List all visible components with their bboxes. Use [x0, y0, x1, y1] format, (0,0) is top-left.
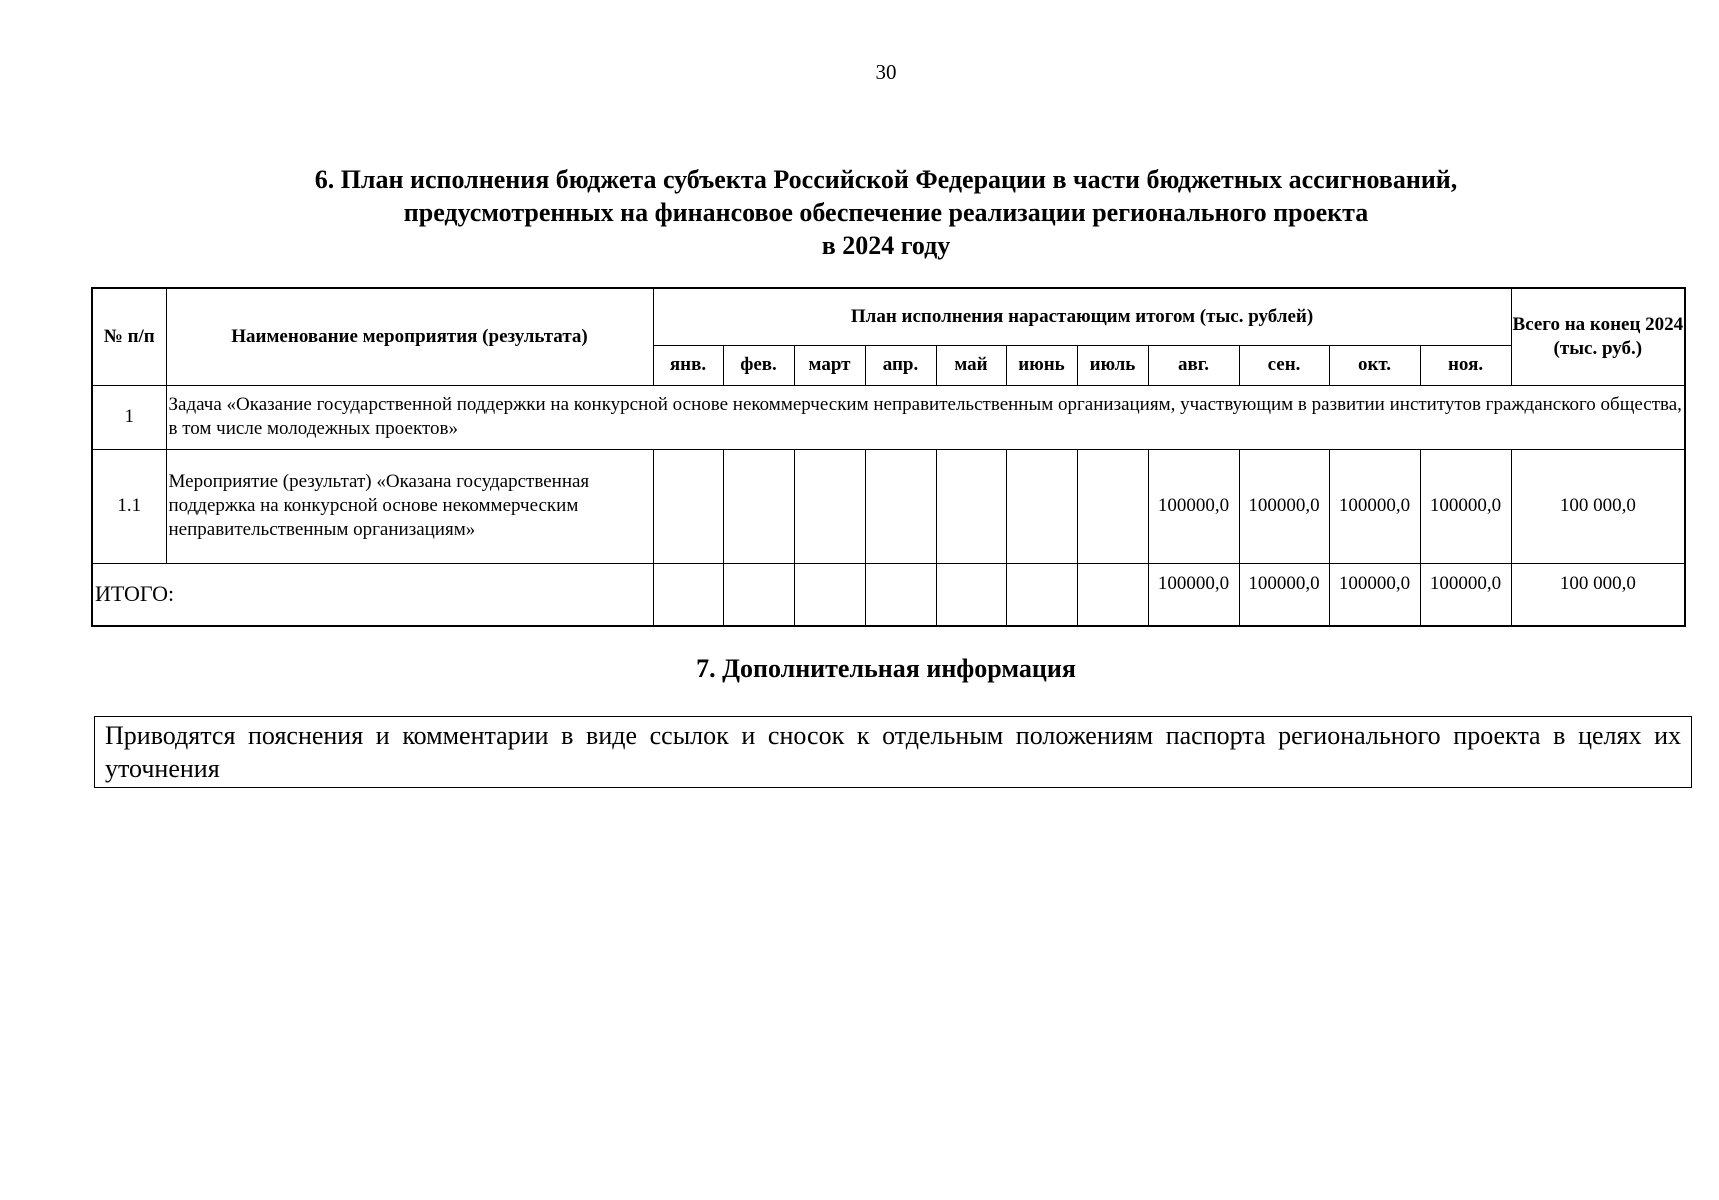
page-number: 30	[875, 60, 897, 84]
header-month: апр.	[865, 345, 936, 385]
header-month: янв.	[653, 345, 723, 385]
row-month-value	[653, 449, 723, 563]
itogo-month-value	[1006, 563, 1077, 626]
row-month-value	[1006, 449, 1077, 563]
header-plan: План исполнения нарастающим итогом (тыс. рублей)	[653, 288, 1511, 345]
itogo-month-value: 100000,0	[1239, 563, 1329, 626]
row-month-value: 100000,0	[1420, 449, 1511, 563]
itogo-month-value	[723, 563, 794, 626]
section-6-title-line: предусмотренных на финансовое обеспечение реализации регионального проекта	[403, 198, 1369, 227]
task-num: 1	[92, 385, 166, 449]
itogo-month-value: 100000,0	[1420, 563, 1511, 626]
row-num: 1.1	[92, 449, 166, 563]
itogo-month-value	[865, 563, 936, 626]
row-total: 100 000,0	[1511, 449, 1685, 563]
section-6-title-line: 6. План исполнения бюджета субъекта Российской Федерации в части бюджетных ассигнований,	[314, 165, 1458, 194]
additional-info-box: Приводятся пояснения и комментарии в виде ссылок и сносок к отдельным положениям паспорта регионального проекта в целях их уточнения	[94, 716, 1692, 788]
header-name: Наименование мероприятия (результата)	[166, 288, 653, 385]
itogo-month-value	[936, 563, 1006, 626]
itogo-month-value	[653, 563, 723, 626]
itogo-month-value	[1077, 563, 1148, 626]
row-month-value	[936, 449, 1006, 563]
itogo-row	[92, 563, 1685, 626]
row-month-value	[723, 449, 794, 563]
header-num: № п/п	[92, 288, 166, 385]
table-row	[92, 449, 1685, 563]
row-name: Мероприятие (результат) «Оказана государственная поддержка на конкурсной основе некоммерческим неправительственным организациям»	[166, 449, 653, 563]
task-text: Задача «Оказание государственной поддержки на конкурсной основе некоммерческим неправительственным организациям, участвующим в развитии институтов гражданского общества, в том числе молодежных проектов»	[166, 385, 1685, 449]
row-month-value	[1077, 449, 1148, 563]
row-month-value	[865, 449, 936, 563]
header-month: июнь	[1006, 345, 1077, 385]
section-6-title	[0, 163, 1719, 262]
row-month-value	[794, 449, 865, 563]
header-month: май	[936, 345, 1006, 385]
header-month: ноя.	[1420, 345, 1511, 385]
budget-table	[91, 287, 1686, 627]
header-month: окт.	[1329, 345, 1420, 385]
header-month: июль	[1077, 345, 1148, 385]
section-7-title: 7. Дополнительная информация	[696, 654, 1076, 683]
itogo-month-value: 100000,0	[1329, 563, 1420, 626]
row-month-value: 100000,0	[1329, 449, 1420, 563]
header-month: фев.	[723, 345, 794, 385]
row-month-value: 100000,0	[1148, 449, 1239, 563]
itogo-month-value: 100000,0	[1148, 563, 1239, 626]
header-total: Всего на конец 2024 (тыс. руб.)	[1511, 288, 1685, 385]
header-month: сен.	[1239, 345, 1329, 385]
itogo-month-value	[794, 563, 865, 626]
row-month-value: 100000,0	[1239, 449, 1329, 563]
task-row	[92, 385, 1685, 449]
header-month: авг.	[1148, 345, 1239, 385]
itogo-label: ИТОГО:	[92, 563, 653, 626]
itogo-total: 100 000,0	[1511, 563, 1685, 626]
header-month: март	[794, 345, 865, 385]
section-6-title-line: в 2024 году	[821, 231, 951, 260]
